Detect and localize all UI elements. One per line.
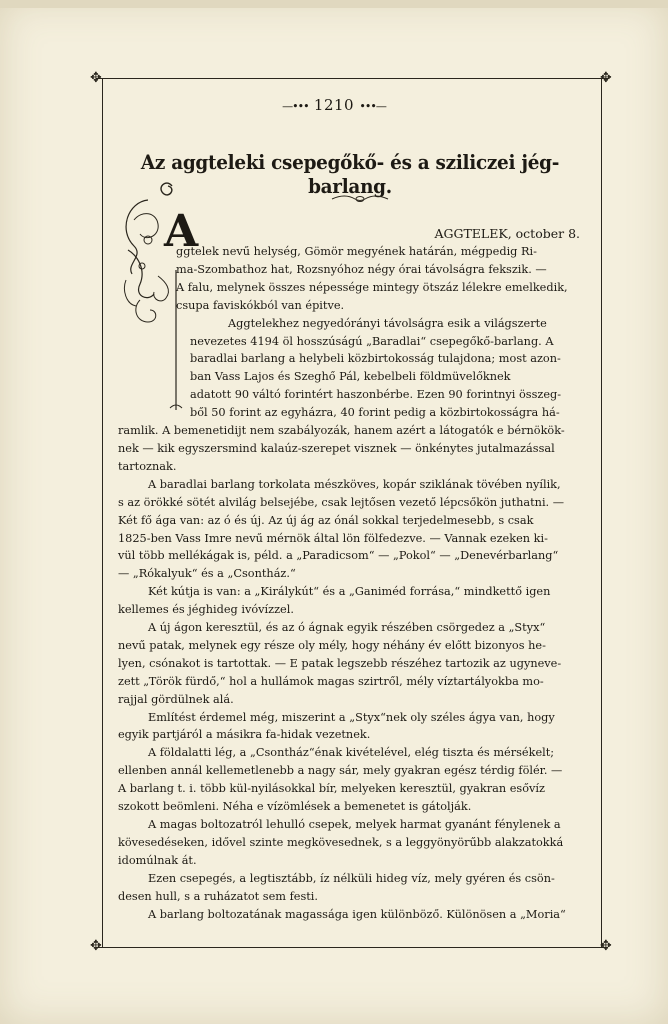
body-line: idomúlnak át. [118,853,197,867]
body-line: kövesedéseken, idővel szinte megkövesednek, s a leggyönyörűbb alakzatokká [118,835,564,849]
body-line: A magas boltozatról lehulló csepek, melyek harmat gyanánt fénylenek a [148,818,561,831]
body-line: A barlang t. i. több kül-nyilásokkal bír, melyeken keresztül, gyakran esővíz [118,782,545,796]
body-line: Aggtelekhez negyedórányi távolságra esik a világszerte [228,316,547,330]
body-line: szokott beömleni. Néha e vízömlések a bemenetet is gátolják. [118,800,472,814]
body-line: tartoznak. [118,459,177,473]
body-line: A baradlai barlang torkolata mészköves, kopár sziklának tövében nyílik, [148,477,561,491]
body-line: csupa faviskókból van épitve. [176,298,345,312]
body-line: adatott 90 váltó forintért haszonbérbe. Ezen 90 forintnyi összeg- [190,388,562,402]
body-line: ggtelek nevű helység, Gömör megyének határán, mégpedig Ri- [176,245,537,258]
body-line: A új ágon keresztül, és az ó ágnak egyik részében csörgedez a „Styx“ [148,621,546,635]
page-number-header [0,96,668,114]
body-line: Említést érdemel még, miszerint a „Styx“nek oly széles ágya van, hogy [148,710,555,724]
body-line: nevezetes 4194 öl hosszúságú „Baradlai“ csepegőkő-barlang. A [190,334,554,348]
body-line: rajjal gördülnek alá. [118,692,234,706]
body-line: ma-Szombathoz hat, Rozsnyóhoz négy órai távolságra fekszik. — [176,262,547,276]
body-line: zett „Török fürdő,“ hol a hullámok magas szirtről, mély víztartályokba mo- [118,674,544,688]
body-line: A falu, melynek összes népessége mintegy ötszáz lélekre emelkedik, [176,280,568,294]
body-line: ből 50 forint az egyházra, 40 forint pedig a közbirtokosságra há- [190,406,560,420]
article-title: Az aggteleki csepegőkő- és a sziliczei jég-barlang. [140,150,560,198]
body-line: nek — kik egyszersmind kalaúz-szerepet visznek — önkénytes jutalmazással [118,441,555,455]
corner-ornament-icon: ✥ [600,938,612,954]
body-line: desen hull, s a ruházatot sem festi. [118,889,318,903]
body-line: ramlik. A bemenetidijt nem szabályozák, hanem azért a látogatók e bérnökök- [118,424,565,438]
title-flourish-icon [330,194,390,204]
body-line: ban Vass Lajos és Szeghő Pál, kebelbeli földmüvelőknek [190,370,511,384]
dateline: AGGTELEK, october 8. [434,226,580,241]
article-body [118,243,592,923]
corner-ornament-icon: ✥ [90,70,102,86]
body-line: lyen, csónakot is tartottak. — E patak legszebb részéhez tartozik az ugyneve- [118,656,562,670]
ornament-right-icon: •••— [359,100,386,113]
body-line: egyik partjáról a másikra fa-hidak vezetnek. [118,728,371,742]
scan-edge [0,0,668,8]
drop-cap-letter: A [164,206,199,257]
body-line: Ezen csepegés, a legtisztább, íz nélküli hideg víz, mely gyéren és csön- [148,871,555,885]
body-line: Két fő ága van: az ó és új. Az új ág az ónál sokkal terjedelmesebb, s csak [118,513,534,527]
body-line: s az örökké sötét alvilág belsejébe, csak lejtősen vezető lépcsőkön juthatni. — [118,495,565,509]
body-line: baradlai barlang a helybeli közbirtokosság tulajdona; most azon- [190,352,561,366]
body-line: A földalatti lég, a „Csontház“énak kivételével, elég tiszta és mérsékelt; [148,746,555,760]
page-number: 1210 [313,96,355,114]
body-line: kellemes és jéghideg ivóvízzel. [118,603,294,617]
body-line: A barlang boltozatának magassága igen különböző. Különösen a „Moria“ [148,907,566,921]
body-line: vül több mellékágak is, péld. a „Paradicsom“ — „Pokol“ — „Denevérbarlang“ [118,549,559,563]
body-line: Két kútja is van: a „Királykút“ és a „Ganiméd forrása,“ mindkettő igen [148,585,551,599]
corner-ornament-icon: ✥ [90,938,102,954]
corner-ornament-icon: ✥ [600,70,612,86]
body-line: nevű patak, melynek egy része oly mély, hogy néhány év előtt bizonyos he- [118,638,546,652]
body-line: ellenben annál kellemetlenebb a nagy sár, mely gyakran egész térdig fölér. — [118,764,563,778]
body-line: 1825-ben Vass Imre nevű mérnök által lön fölfedezve. — Vannak ezeken ki- [118,531,548,545]
ornament-left-icon: —••• [282,100,309,113]
body-line: — „Rókalyuk“ és a „Csontház.“ [118,567,296,581]
